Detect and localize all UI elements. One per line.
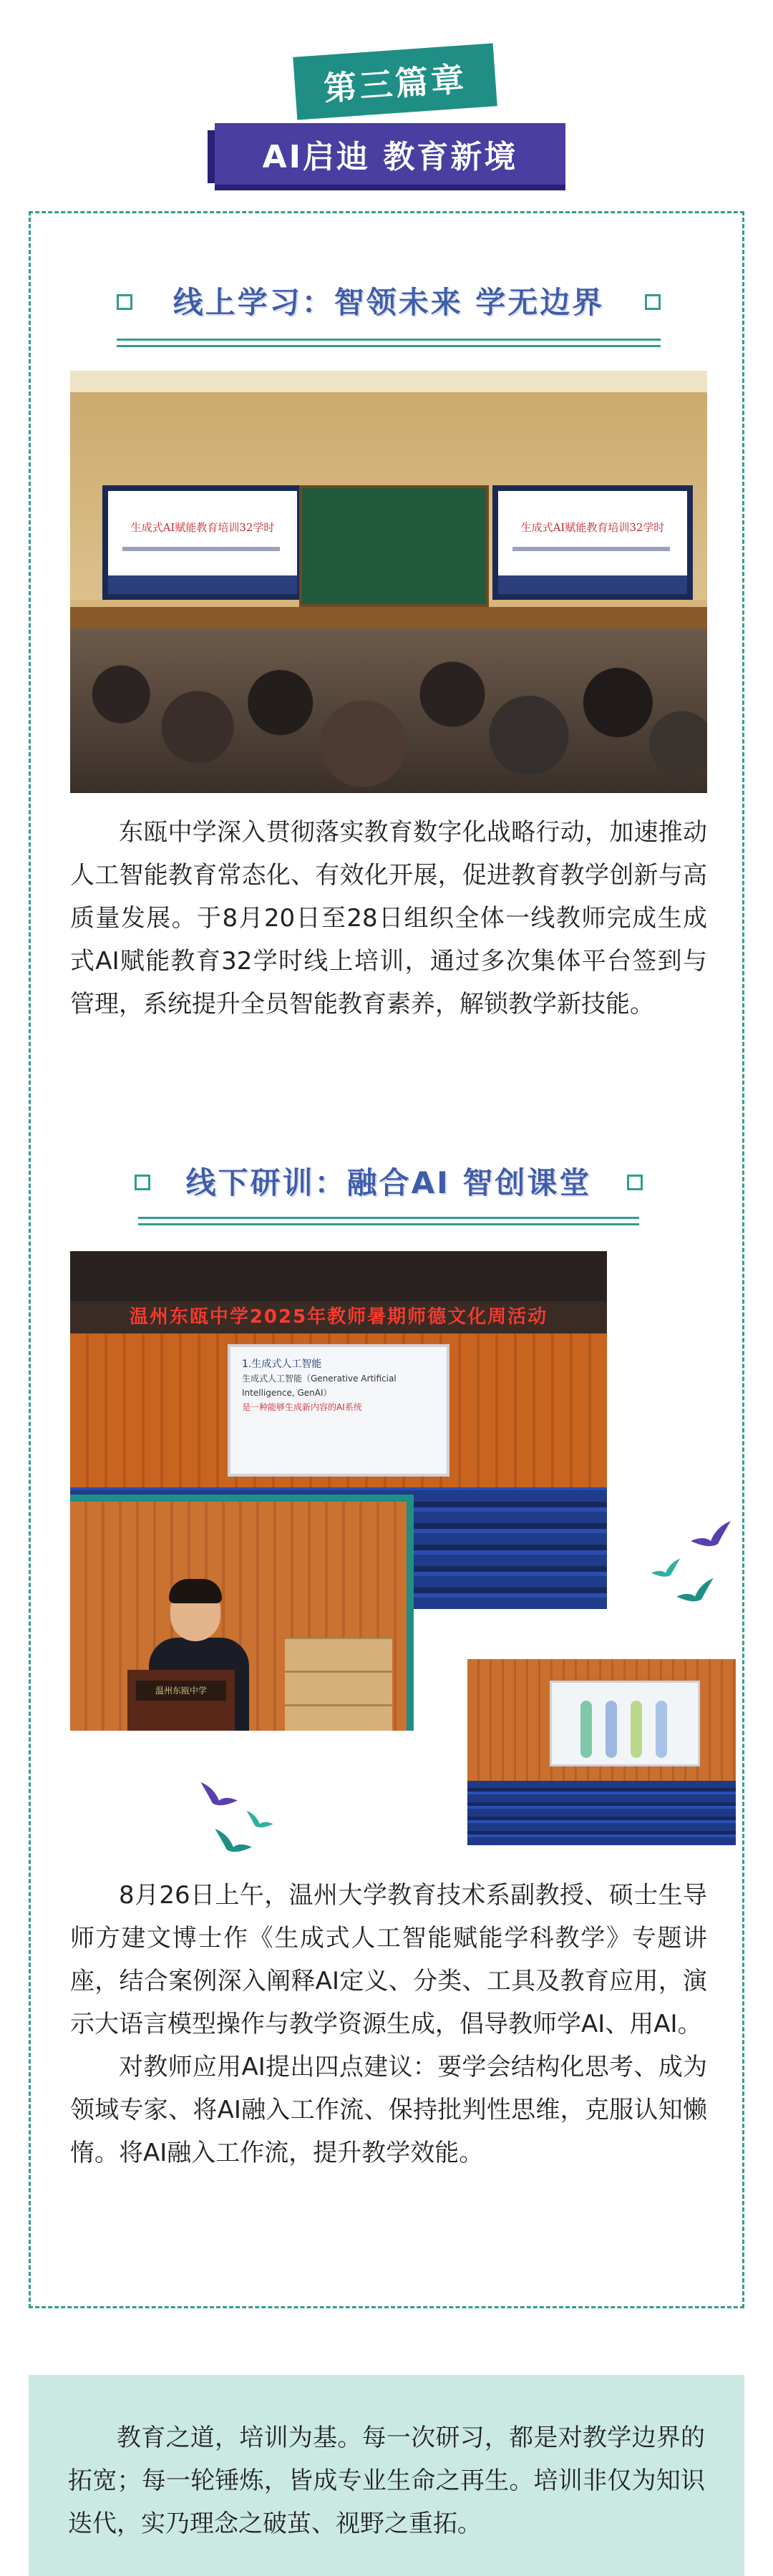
offline-paragraphs	[70, 1874, 707, 2174]
podium-sign: 温州东瓯中学	[136, 1681, 226, 1701]
online-paragraph: 东瓯中学深入贯彻落实教育数字化战略行动，加速推动人工智能教育常态化、有效化开展，促进教育教学创新与高质量发展。于8月20日至28日组织全体一线教师完成生成式AI赋能教育32学时线上培训，通过多次集体平台签到与管理，系统提升全员智能教育素养，解锁教学新技能。	[70, 818, 707, 1019]
audience-photo	[467, 1659, 736, 1845]
square-ornament-icon	[117, 294, 132, 310]
heading-divider	[117, 339, 661, 347]
square-ornament-icon	[135, 1175, 150, 1190]
heading-divider	[138, 1217, 639, 1225]
square-ornament-icon	[645, 294, 661, 310]
online-heading-text: 线上学习：智领未来 学无边界	[172, 285, 605, 320]
offline-section-heading	[31, 1162, 747, 1205]
online-section-heading	[31, 281, 747, 324]
lecture-slide: 1.生成式人工智能 生成式人工智能（Generative Artificial Intelligence, GenAI） 是一种能够生成新内容的AI系统	[228, 1344, 449, 1477]
square-ornament-icon	[627, 1175, 643, 1190]
advice-paragraph: 对教师应用AI提出四点建议：要学会结构化思考、成为领域专家、将AI融入工作流、保持批判性思维，克服认知懒惰。将AI融入工作流，提升教学效能。	[70, 2053, 707, 2167]
chapter-title: AI启迪 教育新境	[215, 123, 565, 190]
chapter-tag: 第三篇章	[293, 43, 497, 120]
screen-title: 生成式AI赋能教育培训32学时	[520, 521, 665, 534]
bird-icon	[689, 1520, 732, 1555]
bird-icon	[213, 1827, 253, 1860]
speaker-photo	[70, 1494, 414, 1731]
content-panel	[29, 211, 744, 2308]
lecture-paragraph: 8月26日上午，温州大学教育技术系副教授、硕士生导师方建文博士作《生成式人工智能赋能学科教学》专题讲座，结合案例深入阐释AI定义、分类、工具及教育应用，演示大语言模型操作与教学资源生成，倡导教师学AI、用AI。	[70, 1881, 707, 2038]
offline-heading-text: 线下研训：融合AI 智创课堂	[185, 1165, 592, 1200]
online-training-photo	[70, 371, 707, 793]
screen-title: 生成式AI赋能教育培训32学时	[130, 521, 275, 534]
conclusion-text: 教育之道，培训为基。每一次研习，都是对教学边界的拓宽；每一轮锤炼，皆成专业生命之再生。培训非仅为知识迭代，实乃理念之破茧、视野之重拓。	[68, 2424, 705, 2538]
event-banner: 温州东瓯中学2025年教师暑期师德文化周活动	[70, 1301, 607, 1333]
conclusion-box	[29, 2375, 744, 2576]
bird-icon	[675, 1577, 715, 1610]
bird-icon	[199, 1781, 239, 1814]
